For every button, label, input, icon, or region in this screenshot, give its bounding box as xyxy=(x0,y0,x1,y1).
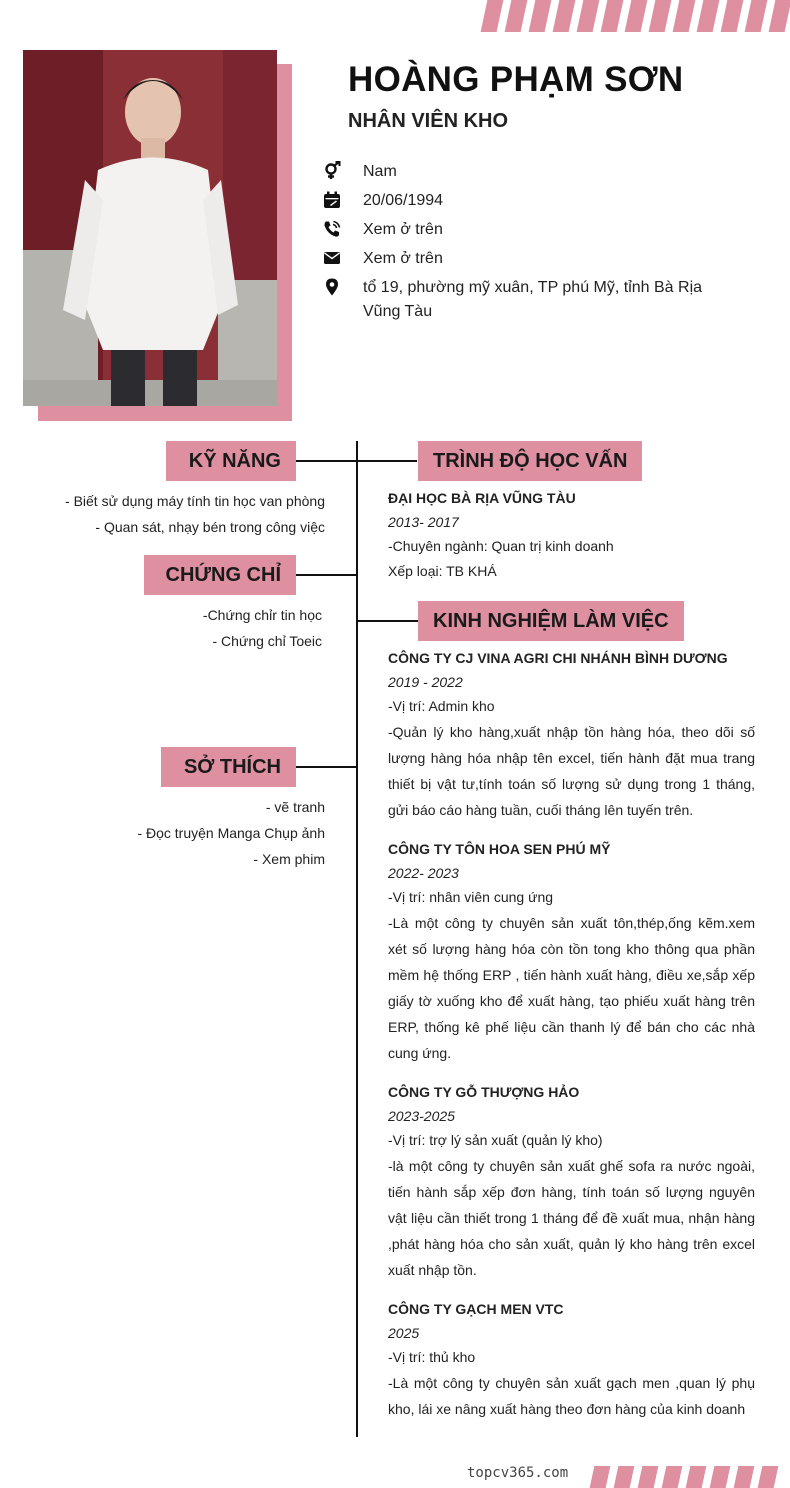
hobbies-list xyxy=(137,794,325,872)
skills-title: KỸ NĂNG xyxy=(166,441,296,481)
company-name: CÔNG TY TÔN HOA SEN PHÚ MỸ xyxy=(388,841,611,857)
experience-position: -Vị trí: nhân viên cung ứng xyxy=(388,889,554,905)
experience-period: 2023-2025 xyxy=(388,1108,455,1124)
info-address xyxy=(322,276,703,324)
connector-skills-education xyxy=(296,460,417,462)
education-rank: Xếp loại: TB KHÁ xyxy=(388,563,497,579)
phone-value: Xem ở trên xyxy=(363,221,443,238)
experience-item xyxy=(388,1297,755,1422)
company-name: CÔNG TY GẠCH MEN VTC xyxy=(388,1301,564,1317)
top-stripes-decoration xyxy=(484,0,788,32)
info-birthday xyxy=(322,189,703,213)
job-title: NHÂN VIÊN KHO xyxy=(348,110,509,132)
certificates-list xyxy=(203,602,322,654)
company-name: CÔNG TY GỖ THƯỢNG HẢO xyxy=(388,1084,580,1100)
experience-position: -Vị trí: trợ lý sản xuất (quản lý kho) xyxy=(388,1132,603,1148)
experience-description: -Là một công ty chuyên sản xuất gạch men ,quan lý phụ kho, lái xe nâng xuất hàng theo đơn hàng của kinh doanh xyxy=(388,1375,755,1417)
hobby-item: - Xem phim xyxy=(253,851,325,867)
gender-value: Nam xyxy=(363,163,397,180)
education-block xyxy=(388,486,755,584)
experience-period: 2025 xyxy=(388,1325,420,1341)
gender-icon xyxy=(322,161,342,181)
bottom-stripes-decoration xyxy=(592,1466,776,1488)
timeline-vertical-line xyxy=(356,441,358,1437)
skills-list xyxy=(65,488,325,540)
skill-item: - Biết sử dụng máy tính tin học van phòng xyxy=(65,493,325,509)
experience-description: -là một công ty chuyên sản xuất ghế sofa ra nước ngoài, tiến hành sắp xếp đơn hàng, tính toán số lượng nguyên vật liệu cần thiết trong 1 tháng để đề xuất mua, nhận hàng ,phát hàng hóa cho sản xuất, quản lý kho hàng trên excel xuất nhập tồn. xyxy=(388,1158,755,1278)
calendar-icon xyxy=(322,190,342,210)
certificate-item: -Chứng chỉr tin học xyxy=(202,607,322,623)
info-phone xyxy=(322,218,703,242)
skill-item: - Quan sát, nhạy bén trong công việc xyxy=(95,519,325,535)
footer-brand: topcv365.com xyxy=(467,1465,569,1481)
connector-certificates xyxy=(296,574,357,576)
certificate-item: - Chứng chỉ Toeic xyxy=(212,633,322,649)
experience-title: KINH NGHIỆM LÀM VIỆC xyxy=(418,601,684,641)
hobby-item: - Đọc truyện Manga Chụp ảnh xyxy=(137,825,325,841)
birthday-value: 20/06/1994 xyxy=(363,192,444,209)
school-name: ĐẠI HỌC BÀ RỊA VŨNG TÀU xyxy=(388,490,576,506)
info-gender xyxy=(322,160,703,184)
education-period: 2013- 2017 xyxy=(388,514,459,530)
profile-photo xyxy=(23,50,277,406)
phone-icon xyxy=(322,219,342,239)
experience-description: -Là một công ty chuyên sản xuất tôn,thép,ống kẽm.xem xét số lượng hàng hóa còn tồn tong kho thông qua phần mềm hệ thống ERP , tiến hành xuất hàng, điều xe,sắp xếp giấy tờ xuống kho để xuất hàng, tạo phiếu xuất hàng trên ERP, thống kê phế liệu cần thanh lý để bán cho các nhà cung ứng. xyxy=(388,915,755,1061)
experience-position: -Vị trí: Admin kho xyxy=(388,698,495,714)
experience-item xyxy=(388,837,755,1066)
map-pin-icon xyxy=(322,277,342,297)
education-title: TRÌNH ĐỘ HỌC VẤN xyxy=(418,441,642,481)
experience-period: 2019 - 2022 xyxy=(388,674,463,690)
address-value: tổ 19, phường mỹ xuân, TP phú Mỹ, tỉnh Bà Rịa Vũng Tàu xyxy=(363,279,703,320)
hobbies-title: SỞ THÍCH xyxy=(161,747,296,787)
experience-period: 2022- 2023 xyxy=(388,865,459,881)
certificates-title: CHỨNG CHỈ xyxy=(144,555,296,595)
hobby-item: - vẽ tranh xyxy=(265,799,325,815)
company-name: CÔNG TY CJ VINA AGRI CHI NHÁNH BÌNH DƯƠNG xyxy=(388,650,728,666)
education-major: -Chuyên ngành: Quan trị kinh doanh xyxy=(388,538,614,554)
connector-experience xyxy=(357,620,418,622)
experience-position: -Vị trí: thủ kho xyxy=(388,1349,476,1365)
experience-item xyxy=(388,646,755,823)
envelope-icon xyxy=(322,248,342,268)
connector-hobbies xyxy=(296,766,357,768)
email-value: Xem ở trên xyxy=(363,250,443,267)
experience-item xyxy=(388,1080,755,1283)
experience-description: -Quản lý kho hàng,xuất nhập tồn hàng hóa, theo dõi số lượng hàng hóa nhập tên excel, tiến hành đặt mua trang thiết bị vật tư,tính toán số lượng sử dụng trong 1 tháng, gửi báo cáo hàng tuần, cuối tháng lên tuyến trên. xyxy=(388,724,755,818)
candidate-name: HOÀNG PHẠM SƠN xyxy=(348,60,684,99)
info-email xyxy=(322,247,703,271)
